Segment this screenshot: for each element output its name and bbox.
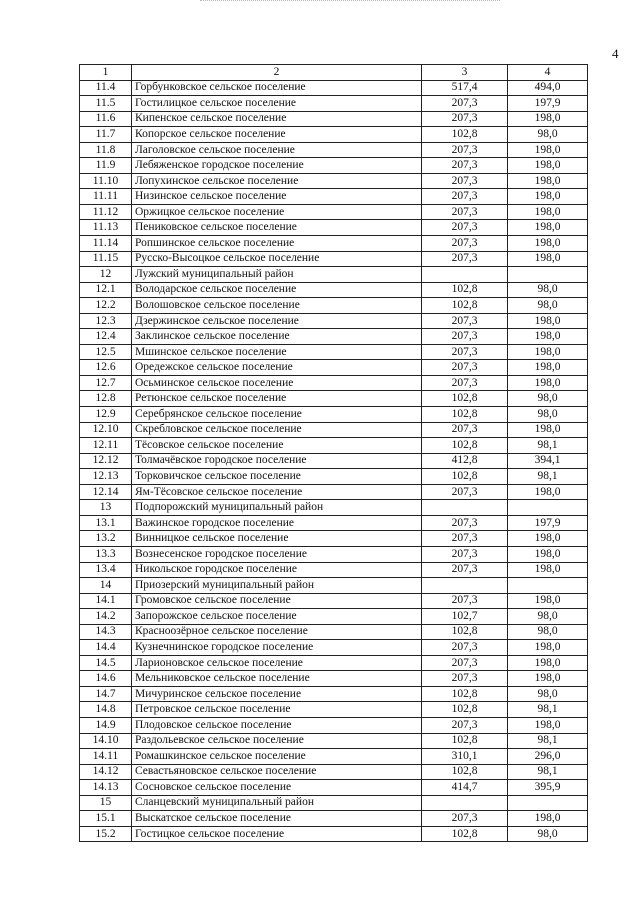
row-name-cell: Тёсовское сельское поселение xyxy=(132,438,422,454)
row-value-3-cell: 207,3 xyxy=(422,515,508,531)
row-name-cell: Ларионовское сельское поселение xyxy=(132,655,422,671)
row-value-4-cell: 198,0 xyxy=(508,111,588,127)
row-number-cell: 11.8 xyxy=(80,142,132,158)
row-number-cell: 11.4 xyxy=(80,80,132,96)
row-name-cell: Сланцевский муниципальный район xyxy=(132,795,422,811)
row-name-cell: Заклинское сельское поселение xyxy=(132,329,422,345)
row-value-3-cell: 102,8 xyxy=(422,764,508,780)
row-name-cell: Выскатское сельское поселение xyxy=(132,811,422,827)
row-value-4-cell: 98,0 xyxy=(508,127,588,143)
row-name-cell: Ретюнское сельское поселение xyxy=(132,391,422,407)
table-row xyxy=(80,562,588,578)
table-row xyxy=(80,236,588,252)
row-name-cell: Оредежское сельское поселение xyxy=(132,360,422,376)
row-value-4-cell: 198,0 xyxy=(508,344,588,360)
row-value-4-cell: 198,0 xyxy=(508,313,588,329)
row-value-3-cell: 102,8 xyxy=(422,826,508,842)
row-value-4-cell: 98,0 xyxy=(508,624,588,640)
row-name-cell: Волошовское сельское поселение xyxy=(132,298,422,314)
table-row xyxy=(80,127,588,143)
row-number-cell: 14.7 xyxy=(80,686,132,702)
row-name-cell: Лопухинское сельское поселение xyxy=(132,173,422,189)
row-name-cell: Русско-Высоцкое сельское поселение xyxy=(132,251,422,267)
row-value-3-cell: 102,8 xyxy=(422,624,508,640)
row-number-cell: 13.2 xyxy=(80,531,132,547)
row-value-3-cell: 207,3 xyxy=(422,546,508,562)
row-value-4-cell: 198,0 xyxy=(508,158,588,174)
table-row xyxy=(80,578,588,594)
row-name-cell: Винницкое сельское поселение xyxy=(132,531,422,547)
row-name-cell: Гостицкое сельское поселение xyxy=(132,826,422,842)
table-row xyxy=(80,282,588,298)
row-number-cell: 11.15 xyxy=(80,251,132,267)
row-number-cell: 15 xyxy=(80,795,132,811)
table-row xyxy=(80,173,588,189)
row-value-3-cell: 102,8 xyxy=(422,298,508,314)
row-value-4-cell: 197,9 xyxy=(508,515,588,531)
row-name-cell: Кипенское сельское поселение xyxy=(132,111,422,127)
row-name-cell: Сосновское сельское поселение xyxy=(132,780,422,796)
page-number: 4 xyxy=(612,46,619,61)
row-value-3-cell: 102,8 xyxy=(422,702,508,718)
row-number-cell: 13 xyxy=(80,500,132,516)
row-value-3-cell: 207,3 xyxy=(422,811,508,827)
row-value-3-cell: 207,3 xyxy=(422,484,508,500)
row-name-cell: Кузнечнинское городское поселение xyxy=(132,640,422,656)
row-number-cell: 14.11 xyxy=(80,749,132,765)
row-name-cell: Ропшинское сельское поселение xyxy=(132,236,422,252)
row-name-cell: Приозерский муниципальный район xyxy=(132,578,422,594)
table-row xyxy=(80,624,588,640)
table-row xyxy=(80,593,588,609)
row-name-cell: Плодовское сельское поселение xyxy=(132,717,422,733)
row-value-3-cell: 102,8 xyxy=(422,438,508,454)
row-value-4-cell xyxy=(508,267,588,283)
table-row xyxy=(80,733,588,749)
table-row xyxy=(80,407,588,423)
row-name-cell: Ромашкинское сельское поселение xyxy=(132,749,422,765)
row-value-3-cell xyxy=(422,500,508,516)
row-name-cell: Лебяженское городское поселение xyxy=(132,158,422,174)
row-name-cell: Оржицкое сельское поселение xyxy=(132,204,422,220)
row-value-3-cell: 207,3 xyxy=(422,344,508,360)
row-value-3-cell: 414,7 xyxy=(422,780,508,796)
row-value-4-cell: 198,0 xyxy=(508,671,588,687)
row-value-4-cell: 98,0 xyxy=(508,391,588,407)
row-number-cell: 14.9 xyxy=(80,717,132,733)
row-name-cell: Дзержинское сельское поселение xyxy=(132,313,422,329)
row-value-3-cell: 207,3 xyxy=(422,671,508,687)
row-number-cell: 11.14 xyxy=(80,236,132,252)
row-number-cell: 11.5 xyxy=(80,96,132,112)
table-row xyxy=(80,671,588,687)
row-value-3-cell: 207,3 xyxy=(422,96,508,112)
row-number-cell: 12.3 xyxy=(80,313,132,329)
row-value-4-cell: 198,0 xyxy=(508,189,588,205)
row-value-3-cell: 207,3 xyxy=(422,640,508,656)
row-value-4-cell: 198,0 xyxy=(508,593,588,609)
row-name-cell: Скребловское сельское поселение xyxy=(132,422,422,438)
row-value-3-cell: 310,1 xyxy=(422,749,508,765)
row-number-cell: 11.11 xyxy=(80,189,132,205)
row-number-cell: 14.3 xyxy=(80,624,132,640)
row-value-4-cell: 296,0 xyxy=(508,749,588,765)
row-value-4-cell: 98,1 xyxy=(508,764,588,780)
table-row xyxy=(80,96,588,112)
table-row xyxy=(80,80,588,96)
row-value-3-cell: 207,3 xyxy=(422,422,508,438)
row-value-3-cell: 102,8 xyxy=(422,282,508,298)
header-cell-3: 3 xyxy=(422,65,508,81)
table-row xyxy=(80,749,588,765)
row-name-cell: Ям-Тёсовское сельское поселение xyxy=(132,484,422,500)
table-row xyxy=(80,717,588,733)
row-value-4-cell: 98,0 xyxy=(508,826,588,842)
row-value-4-cell: 198,0 xyxy=(508,375,588,391)
row-number-cell: 11.10 xyxy=(80,173,132,189)
row-value-3-cell: 102,8 xyxy=(422,733,508,749)
row-value-4-cell: 98,0 xyxy=(508,686,588,702)
row-value-3-cell: 207,3 xyxy=(422,204,508,220)
row-number-cell: 12.5 xyxy=(80,344,132,360)
row-name-cell: Горбунковское сельское поселение xyxy=(132,80,422,96)
row-name-cell: Осьминское сельское поселение xyxy=(132,375,422,391)
row-number-cell: 12.1 xyxy=(80,282,132,298)
row-name-cell: Лужский муниципальный район xyxy=(132,267,422,283)
table-row xyxy=(80,609,588,625)
row-name-cell: Никольское городское поселение xyxy=(132,562,422,578)
row-name-cell: Торковичское сельское поселение xyxy=(132,469,422,485)
table-row xyxy=(80,360,588,376)
table-row xyxy=(80,142,588,158)
row-value-3-cell: 207,3 xyxy=(422,360,508,376)
row-number-cell: 12.9 xyxy=(80,407,132,423)
table-row xyxy=(80,795,588,811)
header-cell-4: 4 xyxy=(508,65,588,81)
row-name-cell: Громовское сельское поселение xyxy=(132,593,422,609)
row-number-cell: 14.12 xyxy=(80,764,132,780)
row-name-cell: Гостилицкое сельское поселение xyxy=(132,96,422,112)
table-row xyxy=(80,546,588,562)
row-number-cell: 14.4 xyxy=(80,640,132,656)
row-value-4-cell: 98,1 xyxy=(508,702,588,718)
row-value-3-cell: 207,3 xyxy=(422,329,508,345)
row-number-cell: 12.8 xyxy=(80,391,132,407)
row-value-4-cell: 198,0 xyxy=(508,204,588,220)
table-row xyxy=(80,267,588,283)
table-row xyxy=(80,298,588,314)
row-value-3-cell: 207,3 xyxy=(422,531,508,547)
row-value-3-cell: 207,3 xyxy=(422,313,508,329)
row-value-4-cell: 98,0 xyxy=(508,609,588,625)
table-row xyxy=(80,220,588,236)
row-number-cell: 12 xyxy=(80,267,132,283)
row-value-4-cell: 98,1 xyxy=(508,469,588,485)
row-value-4-cell: 98,1 xyxy=(508,438,588,454)
row-number-cell: 14.6 xyxy=(80,671,132,687)
row-value-4-cell: 198,0 xyxy=(508,546,588,562)
row-number-cell: 11.6 xyxy=(80,111,132,127)
table-row xyxy=(80,422,588,438)
row-name-cell: Важинское городское поселение xyxy=(132,515,422,531)
header-cell-1: 1 xyxy=(80,65,132,81)
row-value-3-cell: 207,3 xyxy=(422,593,508,609)
row-value-4-cell: 198,0 xyxy=(508,531,588,547)
row-value-3-cell: 207,3 xyxy=(422,251,508,267)
row-value-4-cell: 198,0 xyxy=(508,173,588,189)
row-name-cell: Толмачёвское городское поселение xyxy=(132,453,422,469)
table-row xyxy=(80,189,588,205)
row-value-4-cell: 394,1 xyxy=(508,453,588,469)
row-value-4-cell: 198,0 xyxy=(508,640,588,656)
table-row xyxy=(80,500,588,516)
table-row xyxy=(80,826,588,842)
table-row xyxy=(80,469,588,485)
row-value-4-cell: 198,0 xyxy=(508,562,588,578)
row-number-cell: 11.12 xyxy=(80,204,132,220)
row-value-4-cell: 198,0 xyxy=(508,251,588,267)
table-row xyxy=(80,515,588,531)
row-name-cell: Мшинское сельское поселение xyxy=(132,344,422,360)
row-number-cell: 11.7 xyxy=(80,127,132,143)
row-name-cell: Мельниковское сельское поселение xyxy=(132,671,422,687)
row-number-cell: 14.2 xyxy=(80,609,132,625)
row-value-4-cell: 197,9 xyxy=(508,96,588,112)
row-name-cell: Лаголовское сельское поселение xyxy=(132,142,422,158)
row-value-4-cell xyxy=(508,578,588,594)
table-row xyxy=(80,531,588,547)
row-name-cell: Красноозёрное сельское поселение xyxy=(132,624,422,640)
row-value-4-cell: 98,0 xyxy=(508,407,588,423)
row-value-3-cell xyxy=(422,578,508,594)
row-number-cell: 12.4 xyxy=(80,329,132,345)
row-name-cell: Севастьяновское сельское поселение xyxy=(132,764,422,780)
row-name-cell: Мичуринское сельское поселение xyxy=(132,686,422,702)
row-value-3-cell: 207,3 xyxy=(422,562,508,578)
row-value-3-cell: 102,8 xyxy=(422,686,508,702)
allocation-table xyxy=(79,64,588,842)
table-row xyxy=(80,111,588,127)
row-value-3-cell: 102,8 xyxy=(422,407,508,423)
row-number-cell: 14.8 xyxy=(80,702,132,718)
row-value-3-cell: 102,8 xyxy=(422,391,508,407)
row-value-4-cell: 198,0 xyxy=(508,142,588,158)
row-value-3-cell: 207,3 xyxy=(422,173,508,189)
table-row xyxy=(80,375,588,391)
row-value-4-cell: 198,0 xyxy=(508,220,588,236)
table-row xyxy=(80,640,588,656)
row-number-cell: 12.13 xyxy=(80,469,132,485)
row-name-cell: Подпорожский муниципальный район xyxy=(132,500,422,516)
table-row xyxy=(80,764,588,780)
row-value-3-cell: 412,8 xyxy=(422,453,508,469)
row-value-4-cell: 198,0 xyxy=(508,360,588,376)
row-value-4-cell: 98,0 xyxy=(508,298,588,314)
row-name-cell: Раздольевское сельское поселение xyxy=(132,733,422,749)
row-number-cell: 12.2 xyxy=(80,298,132,314)
scan-artifact-line xyxy=(200,0,500,4)
row-number-cell: 14.1 xyxy=(80,593,132,609)
row-name-cell: Копорское сельское поселение xyxy=(132,127,422,143)
row-value-3-cell: 207,3 xyxy=(422,158,508,174)
row-number-cell: 14 xyxy=(80,578,132,594)
table-row xyxy=(80,438,588,454)
row-value-4-cell: 198,0 xyxy=(508,717,588,733)
table-row xyxy=(80,702,588,718)
row-value-4-cell: 395,9 xyxy=(508,780,588,796)
row-name-cell: Низинское сельское поселение xyxy=(132,189,422,205)
row-number-cell: 13.4 xyxy=(80,562,132,578)
row-value-3-cell: 207,3 xyxy=(422,111,508,127)
row-value-3-cell xyxy=(422,267,508,283)
table-row xyxy=(80,811,588,827)
table-row xyxy=(80,686,588,702)
row-value-4-cell xyxy=(508,500,588,516)
row-value-3-cell: 102,7 xyxy=(422,609,508,625)
row-value-4-cell: 198,0 xyxy=(508,484,588,500)
table-row xyxy=(80,391,588,407)
row-number-cell: 12.6 xyxy=(80,360,132,376)
row-value-4-cell: 198,0 xyxy=(508,811,588,827)
row-value-3-cell: 102,8 xyxy=(422,469,508,485)
row-name-cell: Пениковское сельское поселение xyxy=(132,220,422,236)
table-row xyxy=(80,204,588,220)
row-value-3-cell: 207,3 xyxy=(422,655,508,671)
row-number-cell: 14.5 xyxy=(80,655,132,671)
row-name-cell: Серебрянское сельское поселение xyxy=(132,407,422,423)
row-number-cell: 12.12 xyxy=(80,453,132,469)
row-value-4-cell: 494,0 xyxy=(508,80,588,96)
row-number-cell: 11.13 xyxy=(80,220,132,236)
table-row xyxy=(80,655,588,671)
header-cell-2: 2 xyxy=(132,65,422,81)
row-name-cell: Володарское сельское поселение xyxy=(132,282,422,298)
row-value-4-cell: 198,0 xyxy=(508,655,588,671)
table-row xyxy=(80,329,588,345)
row-number-cell: 15.2 xyxy=(80,826,132,842)
table-row xyxy=(80,313,588,329)
row-name-cell: Петровское сельское поселение xyxy=(132,702,422,718)
row-number-cell: 12.14 xyxy=(80,484,132,500)
row-number-cell: 14.10 xyxy=(80,733,132,749)
row-name-cell: Вознесенское городское поселение xyxy=(132,546,422,562)
row-value-3-cell: 207,3 xyxy=(422,236,508,252)
row-value-3-cell: 207,3 xyxy=(422,220,508,236)
row-value-4-cell: 198,0 xyxy=(508,236,588,252)
row-value-3-cell: 207,3 xyxy=(422,189,508,205)
row-value-4-cell: 98,0 xyxy=(508,282,588,298)
row-number-cell: 11.9 xyxy=(80,158,132,174)
row-value-4-cell: 98,1 xyxy=(508,733,588,749)
row-value-4-cell xyxy=(508,795,588,811)
row-number-cell: 12.10 xyxy=(80,422,132,438)
row-value-3-cell xyxy=(422,795,508,811)
row-value-3-cell: 517,4 xyxy=(422,80,508,96)
row-value-4-cell: 198,0 xyxy=(508,422,588,438)
table-row xyxy=(80,344,588,360)
table-row xyxy=(80,251,588,267)
row-number-cell: 13.1 xyxy=(80,515,132,531)
row-value-3-cell: 207,3 xyxy=(422,142,508,158)
table-row xyxy=(80,158,588,174)
row-name-cell: Запорожское сельское поселение xyxy=(132,609,422,625)
row-value-3-cell: 102,8 xyxy=(422,127,508,143)
table-header-row xyxy=(80,65,588,81)
row-number-cell: 14.13 xyxy=(80,780,132,796)
row-number-cell: 12.11 xyxy=(80,438,132,454)
table-row xyxy=(80,453,588,469)
table-row xyxy=(80,484,588,500)
row-number-cell: 15.1 xyxy=(80,811,132,827)
row-value-3-cell: 207,3 xyxy=(422,375,508,391)
row-value-3-cell: 207,3 xyxy=(422,717,508,733)
table-row xyxy=(80,780,588,796)
row-number-cell: 12.7 xyxy=(80,375,132,391)
row-value-4-cell: 198,0 xyxy=(508,329,588,345)
row-number-cell: 13.3 xyxy=(80,546,132,562)
